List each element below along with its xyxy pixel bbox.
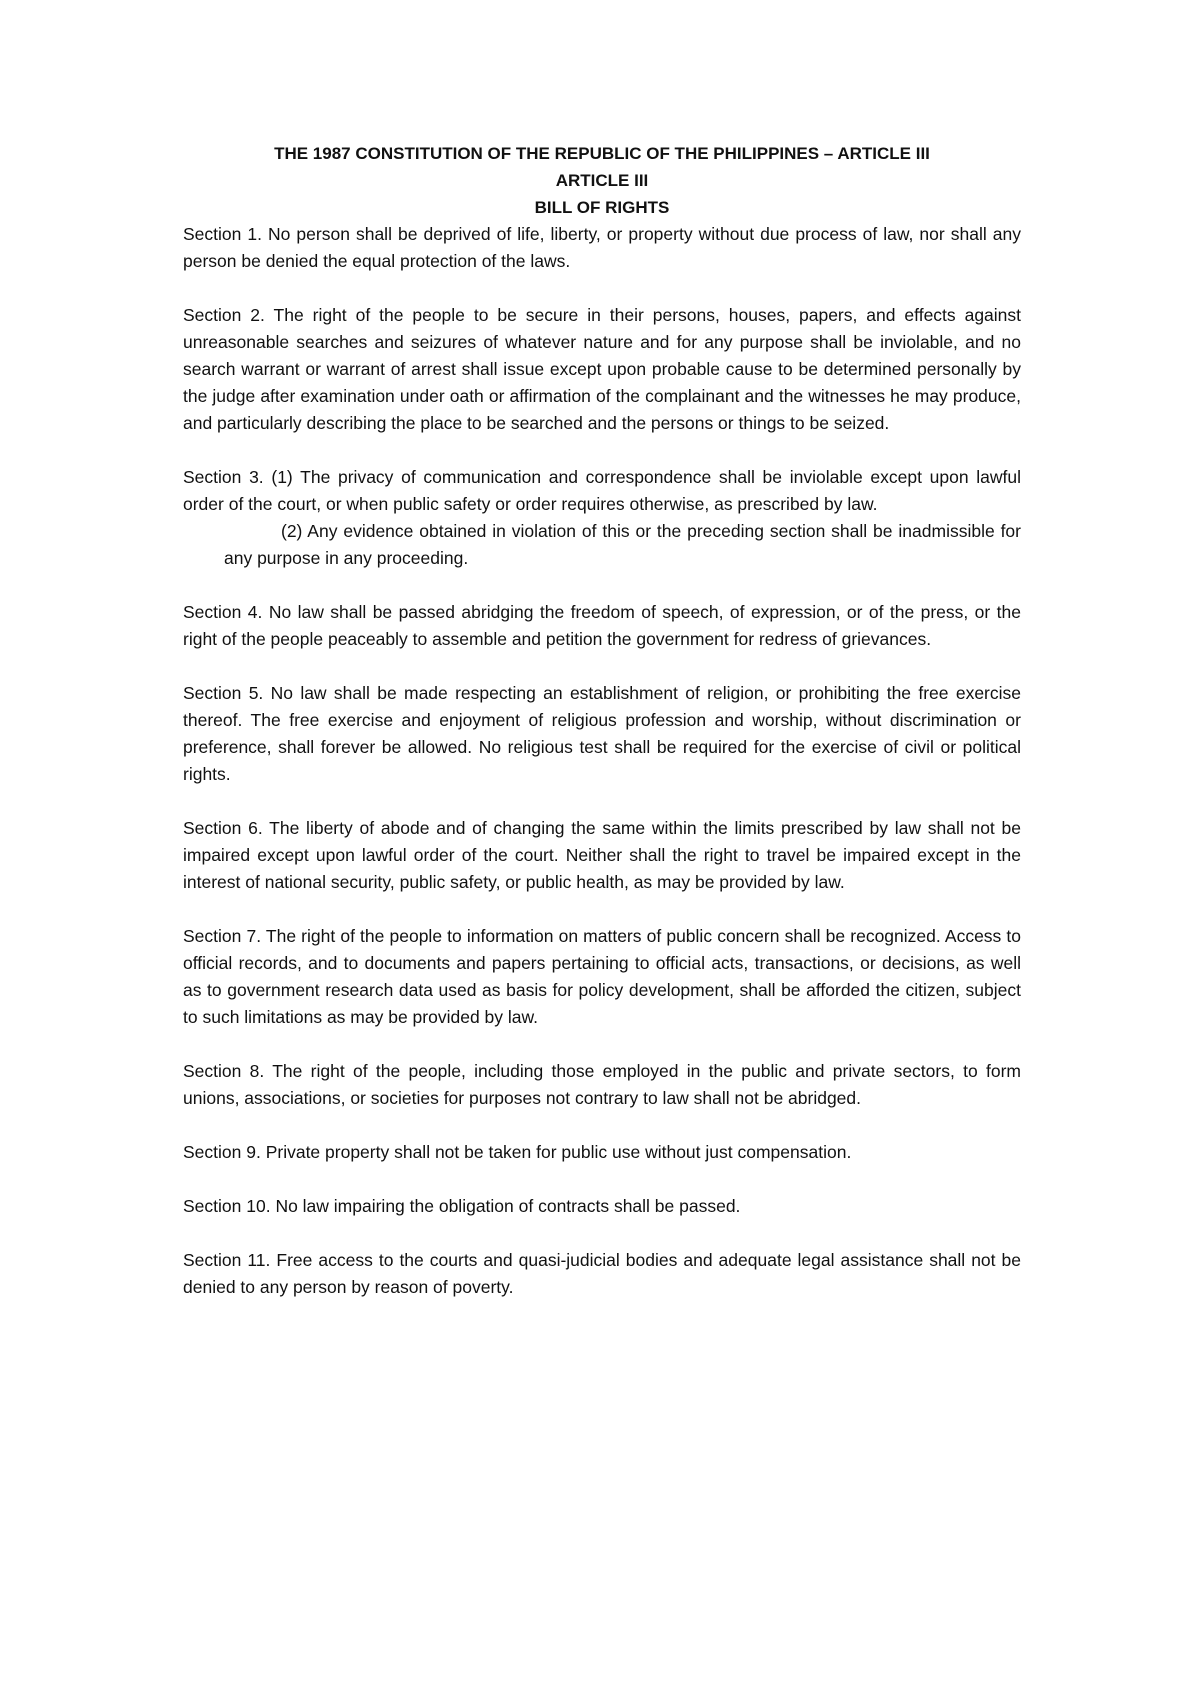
section-label: Section 6. (183, 818, 263, 838)
section-1 (183, 221, 1021, 275)
section-2 (183, 302, 1021, 437)
section-label: Section 2. (183, 305, 265, 325)
section-label: Section 1. (183, 224, 262, 244)
section-label: Section 4. (183, 602, 263, 622)
section-text: No person shall be deprived of life, liberty, or property without due process of law, nor shall any person be denied the equal protection of the laws. (183, 224, 1021, 271)
section-10 (183, 1193, 1021, 1220)
section-8 (183, 1058, 1021, 1112)
section-text: (1) The privacy of communication and correspondence shall be inviolable except upon lawful order of the court, or when public safety or order requires otherwise, as prescribed by law. (183, 467, 1022, 514)
document-title: THE 1987 CONSTITUTION OF THE REPUBLIC OF THE PHILIPPINES – ARTICLE III (274, 144, 930, 163)
section-11 (183, 1247, 1021, 1301)
section-text: No law shall be passed abridging the freedom of speech, of expression, or of the press, or the right of the people peaceably to assemble and petition the government for redress of grievances. (183, 602, 1021, 649)
bill-of-rights-heading: BILL OF RIGHTS (534, 198, 670, 217)
section-text: Free access to the courts and quasi-judicial bodies and adequate legal assistance shall not be denied to any person by reason of poverty. (183, 1250, 1021, 1297)
section-label: Section 9. (183, 1142, 261, 1162)
section-label: Section 8. (183, 1061, 265, 1081)
section-text: The right of the people, including those employed in the public and private sectors, to form unions, associations, or societies for purposes not contrary to law shall not be abridged. (183, 1061, 1021, 1108)
section-9 (183, 1139, 1021, 1166)
section-label: Section 11. (183, 1250, 271, 1270)
section-text: The right of the people to information on matters of public concern shall be recognized. Access to official records, and to documents and papers pertaining to official acts, transactions, or decisions, as well as to government research data used as basis for policy development, shall be afforded the citizen, subject to such limitations as may be provided by law. (183, 926, 1022, 1027)
section-text: No law shall be made respecting an establishment of religion, or prohibiting the free exercise thereof. The free exercise and enjoyment of religious profession and worship, without discrimination or preference, shall forever be allowed. No religious test shall be required for the exercise of civil or political rights. (183, 683, 1021, 784)
section-text: Private property shall not be taken for public use without just compensation. (265, 1142, 852, 1162)
section-text: No law impairing the obligation of contracts shall be passed. (275, 1196, 741, 1216)
section-label: Section 7. (183, 926, 262, 946)
article-heading: ARTICLE III (555, 171, 649, 190)
section-label: Section 10. (183, 1196, 271, 1216)
section-label: Section 3. (183, 467, 264, 487)
section-6 (183, 815, 1021, 896)
section-5 (183, 680, 1021, 788)
section-4 (183, 599, 1021, 653)
section-3-subsection-2: (2) Any evidence obtained in violation of this or the preceding section shall be inadmissible for any purpose in any proceeding. (224, 521, 1021, 568)
section-text: The right of the people to be secure in their persons, houses, papers, and effects against unreasonable searches and seizures of whatever nature and for any purpose shall be inviolable, and no search warrant or warrant of arrest shall issue except upon probable cause to be determined personally by the judge after examination under oath or affirmation of the complainant and the witnesses he may produce, and particularly describing the place to be searched and the persons or things to be seized. (183, 305, 1022, 433)
section-3 (183, 464, 1021, 518)
section-text: The liberty of abode and of changing the same within the limits prescribed by law shall not be impaired except upon lawful order of the court. Neither shall the right to travel be impaired except in the interest of national security, public safety, or public health, as may be provided by law. (183, 818, 1022, 892)
section-7 (183, 923, 1021, 1031)
section-label: Section 5. (183, 683, 264, 703)
document-body (183, 140, 1021, 1328)
